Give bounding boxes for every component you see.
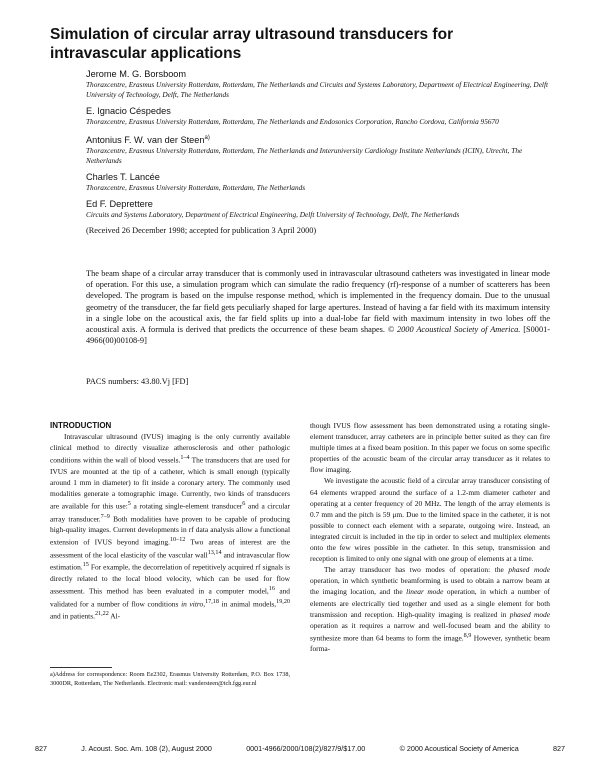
author-affiliation: Circuits and Systems Laboratory, Department of Electrical Engineering, Delft University of Technology, Delft, The Netherlands [86, 210, 460, 220]
body-paragraph: though IVUS flow assessment has been demonstrated using a rotating single-element transducer, array catheters are in principle better suited as they can fire multiple times at a fixed beam position. In this paper we focus on some specific properties of the acoustic beam of the circular array transducer as it relates to flow imaging. [310, 421, 550, 475]
author-name-line [86, 132, 556, 146]
journal-citation: J. Acoust. Soc. Am. 108 (2), August 2000 [81, 744, 212, 753]
footnote: a)Address for correspondence: Room Ee2302, Erasmus University Rotterdam, P.O. Box 1738, 3000DR, Rotterdam, The Netherlands. Electronic mail: vandersteen@tch.fgg.eur.nl [50, 671, 290, 687]
abstract [86, 268, 550, 346]
footer-copyright: © 2000 Acoustical Society of America [399, 744, 519, 753]
body-paragraph: Intravascular ultrasound (IVUS) imaging is the only currently available clinical method to directly visualize atherosclerosis and other pathologic conditions within the wall of blood vessels.$^{1-4}$ The transducers that are used for IVUS are mounted at the tip of a catheter, which is small enough (typically around 1 mm in diameter) to fit inside a coronary artery. The commonly used modalities generate a tomographic image. Currently, two kinds of transducers are available for this use:$^5$ a rotating single-element transducer$^6$ and a circular array transducer.$^{7-9}$ Both modalities have proven to be capable of producing high-quality images. Current developments in rf data analysis allow a functional extension of IVUS beyond imaging.$^{10-12}$ Two areas of interest are the assessment of the local elasticity of the vascular wall$^{13,14}$ and intravascular flow estimation.$^{15}$ For example, the decorrelation of repetitively acquired rf signals is directly related to the local blood velocity, which can be used for flow assessment. This method has been evaluated in a computer model,$^{16}$ and validated for a number of flow conditions in vitro,$^{17,18}$ in animal models,$^{19,20}$ and in patients.$^{21,22}$ Al- [50, 432, 291, 621]
author-affiliation: Thoraxcentre, Erasmus University Rotterdam, Rotterdam, The Netherlands [86, 183, 306, 193]
author-name: Jerome M. G. Borsboom [86, 69, 187, 79]
author-name: Antonius F. W. van der Steen [86, 135, 205, 146]
abstract-text: The beam shape of a circular array transducer that is commonly used in intravascular ultrasound catheters was investigated in linear mode of operation. For this use, a simulation program which can simulate the radio frequency (rf)-response of a number of scatterers has been developed. The program is based on the impulse response method, which is implemented in the frequency domain. Due to the unusual geometry of the transducer, the far field gets peculiarly shaped for large apertures. Instead of having a far field with its maximum intensity in a single lobe on the acoustical axis, the far field splits up into a dual-lobe far field with maximum intensity in two lobes off the acoustical axis. A formula is derived that predicts the occurrence of these beam shapes. [86, 269, 550, 335]
left-column [50, 420, 290, 622]
author-footnote-mark: a) [204, 135, 210, 141]
abstract-code: [S0001-4966(00)00108-9] [86, 325, 550, 346]
author-name: Charles T. Lancée [86, 172, 160, 183]
author-affiliation: Thoraxcentre, Erasmus University Rotterdam, Rotterdam, The Netherlands and Endosonics Corporation, Rancho Cordova, California 95670 [86, 117, 499, 126]
page-footer [35, 744, 565, 753]
author-1 [86, 68, 556, 100]
body-paragraph: The array transducer has two modes of operation: the phased mode operation, in which synthetic beamforming is used to obtain a narrow beam at the imaging location, and the linear mode operation, in which a number of elements are electrically tied together and used as a single element for both transmission and reception. High-quality imaging is realized in phased mode operation as it requires a narrow and well-focused beam and the ability to synthesize more than 64 beams to form the image.$^{8,9}$ However, synthetic beam forma- [310, 565, 551, 654]
paper-title: Simulation of circular array ultrasound transducers for intravascular applications [50, 26, 454, 62]
author-affiliation: Thoraxcentre, Erasmus University Rotterdam, Rotterdam, The Netherlands and Interuniversity Cardiology Institute Netherlands (ICIN), Utrecht, The Netherlands [86, 146, 523, 166]
received-dates: (Received 26 December 1998; accepted for publication 3 April 2000) [86, 226, 317, 236]
author-4 [86, 171, 556, 193]
author-3 [86, 132, 556, 166]
author-name: Ed F. Deprettere [86, 199, 153, 210]
section-heading: INTRODUCTION [50, 421, 112, 430]
issn-code: 0001-4966/2000/108(2)/827/9/$17.00 [246, 744, 366, 753]
pacs-numbers: PACS numbers: 43.80.Vj [FD] [86, 377, 189, 386]
author-5 [86, 198, 556, 220]
page-number-right: 827 [553, 744, 565, 753]
page-number-left: 827 [35, 744, 47, 753]
body-paragraph: We investigate the acoustic field of a circular array transducer consisting of 64 elements wrapped around the surface of a 1.2-mm diameter catheter and operating at a center frequency of 20 MHz. The length of the array elements is 0.7 mm and the pitch is 59 μm. Due to the limited space in the catheter, it is not possible to connect each element with a separate, outgoing wire. Instead, an integrated circuit is included in the tip in order to select and multiplex elements onto the few wires possible in the catheter. In this setup, transmission and reception is limited to only one signal with one group of elements at a time. [310, 476, 550, 564]
author-2 [86, 105, 556, 127]
abstract-copyright: © 2000 Acoustical Society of America. [387, 325, 521, 335]
author-block [86, 68, 556, 236]
right-column [310, 420, 550, 654]
author-name: E. Ignacio Céspedes [86, 106, 171, 116]
footnote-divider [50, 667, 112, 668]
author-affiliation: Thoraxcentre, Erasmus University Rotterdam, Rotterdam, The Netherlands and Circuits and Systems Laboratory, Department of Electrical Engineering, Delft University of Technology, Delft, The Netherlands [86, 80, 549, 99]
